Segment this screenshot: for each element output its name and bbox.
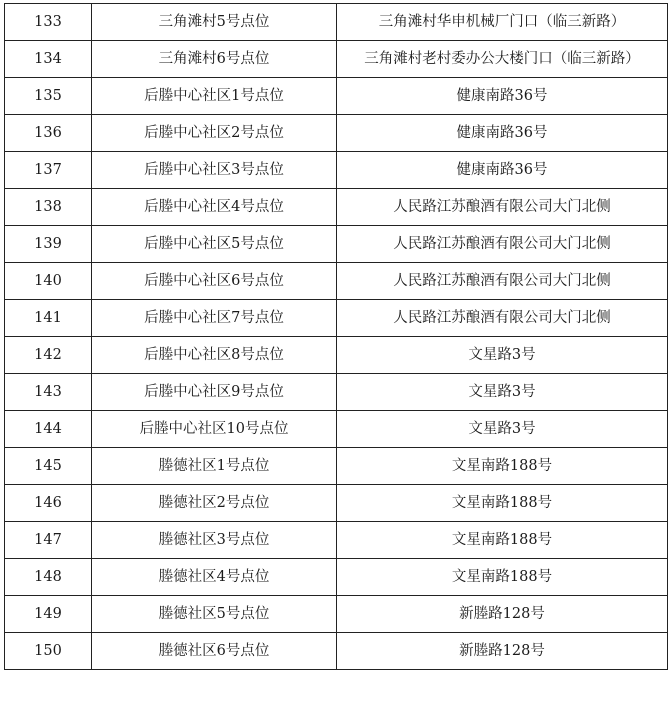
row-number-cell: 140 [5, 263, 92, 300]
point-name-cell: 后塍中心社区6号点位 [92, 263, 337, 300]
table-row [5, 263, 668, 300]
row-number-cell: 143 [5, 374, 92, 411]
row-number-cell: 137 [5, 152, 92, 189]
address-cell: 三角滩村老村委办公大楼门口（临三新路） [337, 41, 668, 78]
row-number-cell: 135 [5, 78, 92, 115]
address-cell: 人民路江苏酿酒有限公司大门北侧 [337, 300, 668, 337]
point-name-cell: 塍德社区1号点位 [92, 448, 337, 485]
row-number-cell: 133 [5, 4, 92, 41]
table-row [5, 78, 668, 115]
table-body [5, 4, 668, 670]
point-name-cell: 后塍中心社区7号点位 [92, 300, 337, 337]
table-row [5, 633, 668, 670]
row-number-cell: 150 [5, 633, 92, 670]
row-number-cell: 149 [5, 596, 92, 633]
table-row [5, 485, 668, 522]
table-row [5, 522, 668, 559]
table-row [5, 596, 668, 633]
table-row [5, 300, 668, 337]
point-name-cell: 后塍中心社区9号点位 [92, 374, 337, 411]
point-name-cell: 后塍中心社区2号点位 [92, 115, 337, 152]
row-number-cell: 147 [5, 522, 92, 559]
point-name-cell: 后塍中心社区4号点位 [92, 189, 337, 226]
table-row [5, 4, 668, 41]
point-name-cell: 三角滩村6号点位 [92, 41, 337, 78]
row-number-cell: 134 [5, 41, 92, 78]
address-cell: 新塍路128号 [337, 596, 668, 633]
address-cell: 文星路3号 [337, 411, 668, 448]
address-cell: 健康南路36号 [337, 152, 668, 189]
table-row [5, 189, 668, 226]
point-name-cell: 塍德社区3号点位 [92, 522, 337, 559]
point-name-cell: 塍德社区6号点位 [92, 633, 337, 670]
address-cell: 健康南路36号 [337, 115, 668, 152]
table-row [5, 448, 668, 485]
address-cell: 人民路江苏酿酒有限公司大门北侧 [337, 263, 668, 300]
address-cell: 文星南路188号 [337, 485, 668, 522]
row-number-cell: 139 [5, 226, 92, 263]
row-number-cell: 136 [5, 115, 92, 152]
table-row [5, 411, 668, 448]
point-name-cell: 后塍中心社区1号点位 [92, 78, 337, 115]
point-name-cell: 塍德社区5号点位 [92, 596, 337, 633]
row-number-cell: 144 [5, 411, 92, 448]
row-number-cell: 141 [5, 300, 92, 337]
point-name-cell: 塍德社区4号点位 [92, 559, 337, 596]
point-name-cell: 后塍中心社区3号点位 [92, 152, 337, 189]
row-number-cell: 138 [5, 189, 92, 226]
table-row [5, 337, 668, 374]
address-cell: 文星路3号 [337, 337, 668, 374]
point-name-cell: 三角滩村5号点位 [92, 4, 337, 41]
point-name-cell: 后塍中心社区8号点位 [92, 337, 337, 374]
point-name-cell: 后塍中心社区10号点位 [92, 411, 337, 448]
address-cell: 三角滩村华申机械厂门口（临三新路） [337, 4, 668, 41]
table-row [5, 559, 668, 596]
address-cell: 文星南路188号 [337, 559, 668, 596]
address-cell: 新塍路128号 [337, 633, 668, 670]
table-row [5, 226, 668, 263]
table-row [5, 115, 668, 152]
row-number-cell: 148 [5, 559, 92, 596]
address-cell: 文星路3号 [337, 374, 668, 411]
row-number-cell: 146 [5, 485, 92, 522]
address-cell: 健康南路36号 [337, 78, 668, 115]
address-cell: 文星南路188号 [337, 522, 668, 559]
table-row [5, 41, 668, 78]
table-row [5, 374, 668, 411]
row-number-cell: 142 [5, 337, 92, 374]
point-name-cell: 后塍中心社区5号点位 [92, 226, 337, 263]
row-number-cell: 145 [5, 448, 92, 485]
point-name-cell: 塍德社区2号点位 [92, 485, 337, 522]
table-row [5, 152, 668, 189]
collection-point-table [4, 3, 668, 670]
address-cell: 人民路江苏酿酒有限公司大门北侧 [337, 189, 668, 226]
address-cell: 人民路江苏酿酒有限公司大门北侧 [337, 226, 668, 263]
address-cell: 文星南路188号 [337, 448, 668, 485]
